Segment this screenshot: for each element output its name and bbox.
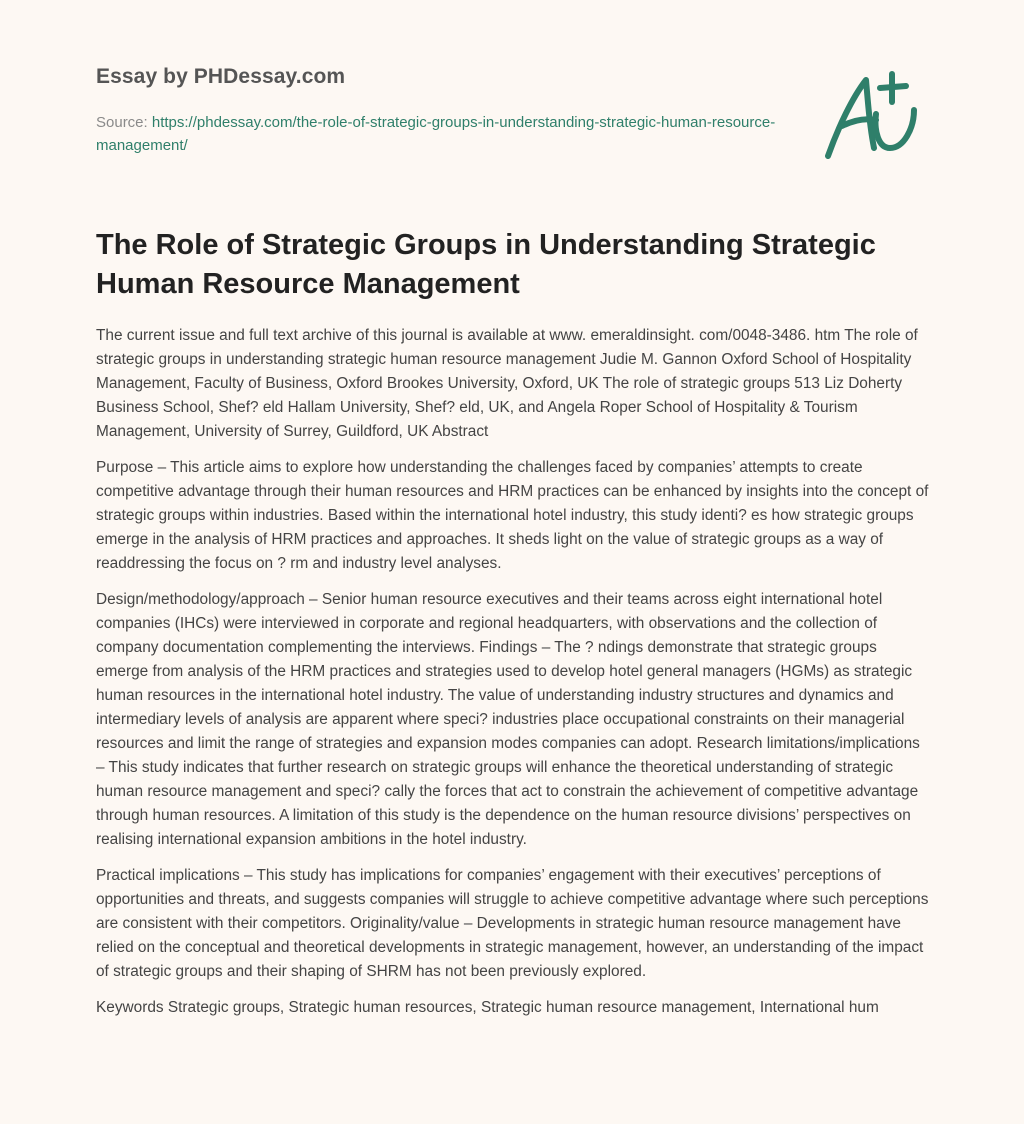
essay-body <box>96 324 930 1032</box>
essay-paragraph: The current issue and full text archive of this journal is available at www. emeraldinsight. com/0048-3486. htm The role of strategic groups in understanding strategic human resource management Judie M. Gannon Oxford School of Hospitality Management, Faculty of Business, Oxford Brookes University, Oxford, UK The role of strategic groups 513 Liz Doherty Business School, Shef? eld Hallam University, Shef? eld, UK, and Angela Roper School of Hospitality & Tourism Management, University of Surrey, Guildford, UK Abstract <box>96 327 918 440</box>
essay-paragraph: Practical implications – This study has implications for companies’ engagement with their executives’ perceptions of opportunities and threats, and suggests companies will struggle to achieve competitive advantage where such perceptions are consistent with their competitors. Originality/value – Developments in strategic human resource management have relied on the conceptual and theoretical developments in strategic management, however, an understanding of the impact of strategic groups and their shaping of SHRM has not been previously explored. <box>96 867 929 980</box>
source-label: Source: <box>96 114 148 131</box>
essay-paragraph: Purpose – This article aims to explore how understanding the challenges faced by companies’ attempts to create competitive advantage through their human resources and HRM practices can be enhanced by insights into the concept of strategic groups within industries. Based within the international hotel industry, this study identi? es how strategic groups emerge in the analysis of HRM practices and approaches. It sheds light on the value of strategic groups as a way of readdressing the focus on ? rm and industry level analyses. <box>96 459 929 572</box>
essay-paragraph: Design/methodology/approach – Senior human resource executives and their teams across eight international hotel companies (IHCs) were interviewed in corporate and regional headquarters, with observations and the collection of company documentation complementing the interviews. Findings – The ? ndings demonstrate that strategic groups emerge from analysis of the HRM practices and strategies used to develop hotel general managers (HGMs) as strategic human resources in the international hotel industry. The value of understanding industry structures and dynamics and intermediary levels of analysis are apparent where speci? industries place occupational constraints on their managerial resources and limit the range of strategies and expansion modes companies can adopt. Research limitations/implications – This study indicates that further research on strategic groups will enhance the theoretical understanding of strategic human resource management and speci? cally the forces that act to constrain the achievement of competitive advantage through human resources. A limitation of this study is the dependence on the human resource divisions’ perspectives on realising international expansion ambitions in the hotel industry. <box>96 591 920 848</box>
a-plus-logo-icon <box>822 68 926 164</box>
site-brand: Essay by PHDessay.com <box>96 65 346 88</box>
essay-paragraph: Keywords Strategic groups, Strategic human resources, Strategic human resource management, International hum <box>96 999 879 1016</box>
essay-title: The Role of Strategic Groups in Understanding Strategic Human Resource Management <box>96 229 876 300</box>
source-link[interactable]: https://phdessay.com/the-role-of-strategic-groups-in-understanding-strategic-human-resource-management/ <box>96 114 776 154</box>
source-line <box>96 111 776 157</box>
